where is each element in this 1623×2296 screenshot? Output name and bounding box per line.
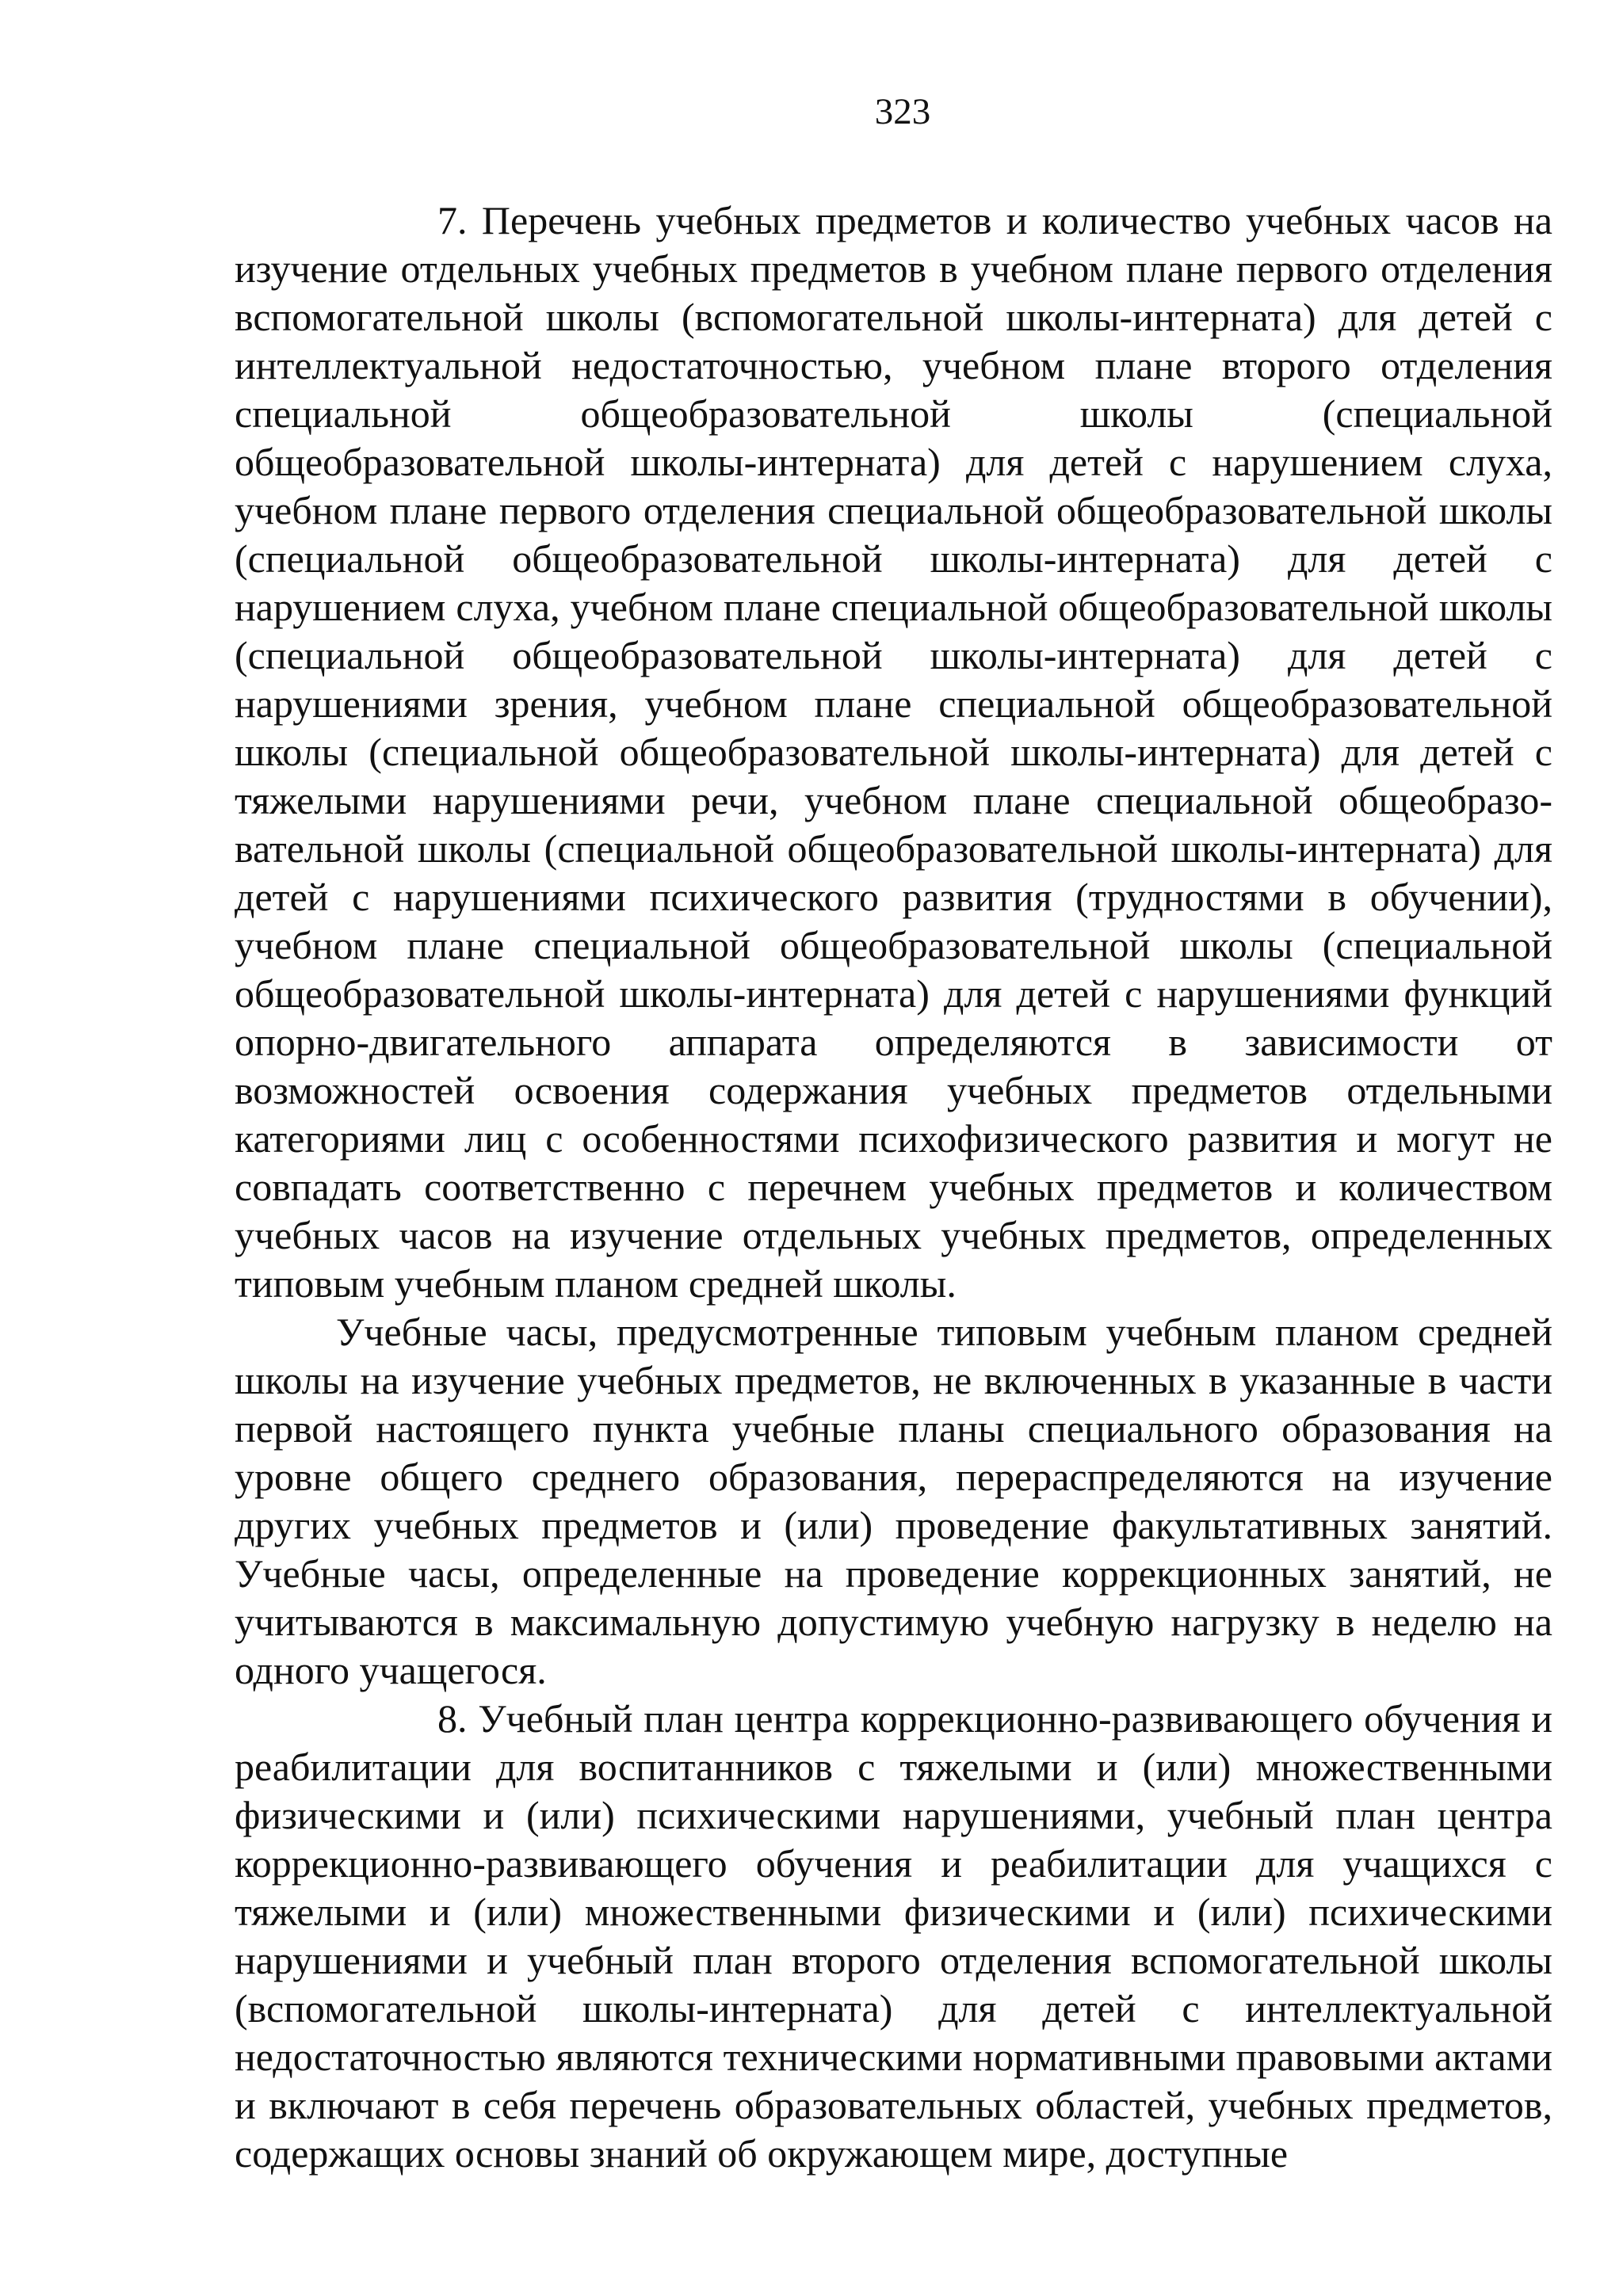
paragraph-number: 7. [437,198,468,242]
paragraph-text: Учебные часы, предусмотренные типовым учебным планом средней школы на изучение учебных предметов, не включенных в указанные в части первой настоящего пункта учебные планы специального образования на уровне общего среднего образования, перераспределяются на изучение других учебных предметов и (или) проведение факультативных занятий. Учебные часы, определенные на проведение коррекционных занятий, не учитываются в максимальную допустимую учебную нагрузку в неделю на одного учащегося. [235,1310,1552,1692]
body-text [235,196,1552,2178]
paragraph-text: Учебный план центра коррекционно-развивающего обучения и реабилитации для воспитанников с тяжелыми и (или) множественными физическими и (или) психическими нарушениями, учебный план центра коррекционно-развивающего обучения и реабилитации для учащихся с тяжелыми и (или) множественными физическими и (или) психическими нарушениями и учебный план второго отделения вспомогательной школы (вспомогательной школы-интерната) для детей с интеллектуальной недостаточностью являются техническими нормативными правовыми актами и включают в себя перечень образовательных областей, учебных предметов, содержащих основы знаний об окружающем мире, доступные [235,1696,1553,2176]
paragraph-item-7 [235,196,1552,1308]
paragraph-item-8 [235,1695,1552,2178]
page-number: 323 [874,91,931,132]
paragraph-text: Перечень учебных предметов и количество учебных часов на изучение отдельных учебных предметов в учебном плане первого отделения вспомогательной школы (вспомогательной школы-интерната) для детей с интеллектуальной недостаточностью, учебном плане второго отделения специальной общеобразовательной школы (специальной общеобразовательной школы-интерната) для детей с нарушением слуха, учебном плане первого отделения специальной общеобразовательной школы (специальной общеобразовательной школы-интерната) для детей с нарушением слуха, учебном плане специальной общеобразовательной школы (специальной общеобразовательной школы-интерната) для детей с нарушениями зрения, учебном плане специальной общеобразовательной школы (специальной общеобразовательной школы-интерната) для детей с тяжелыми нарушениями речи, учебном плане специальной общеобразовательной школы (специальной общеобразовательной школы-интерната) для детей с нарушениями психического развития (трудностями в обучении), учебном плане специальной общеобразовательной школы (специальной общеобразовательной школы-интерната) для детей с нарушениями функций опорно-двигательного аппарата определяются в зависимости от возможностей освоения содержания учебных предметов отдельными категориями лиц с особенностями психофизического развития и могут не совпадать соответственно с перечнем учебных предметов и количеством учебных часов на изучение отдельных учебных предметов, определенных типовым учебным планом средней школы. [235,198,1552,1306]
paragraph-number: 8. [437,1696,468,1741]
paragraph-item-7-part-2 [235,1308,1552,1695]
